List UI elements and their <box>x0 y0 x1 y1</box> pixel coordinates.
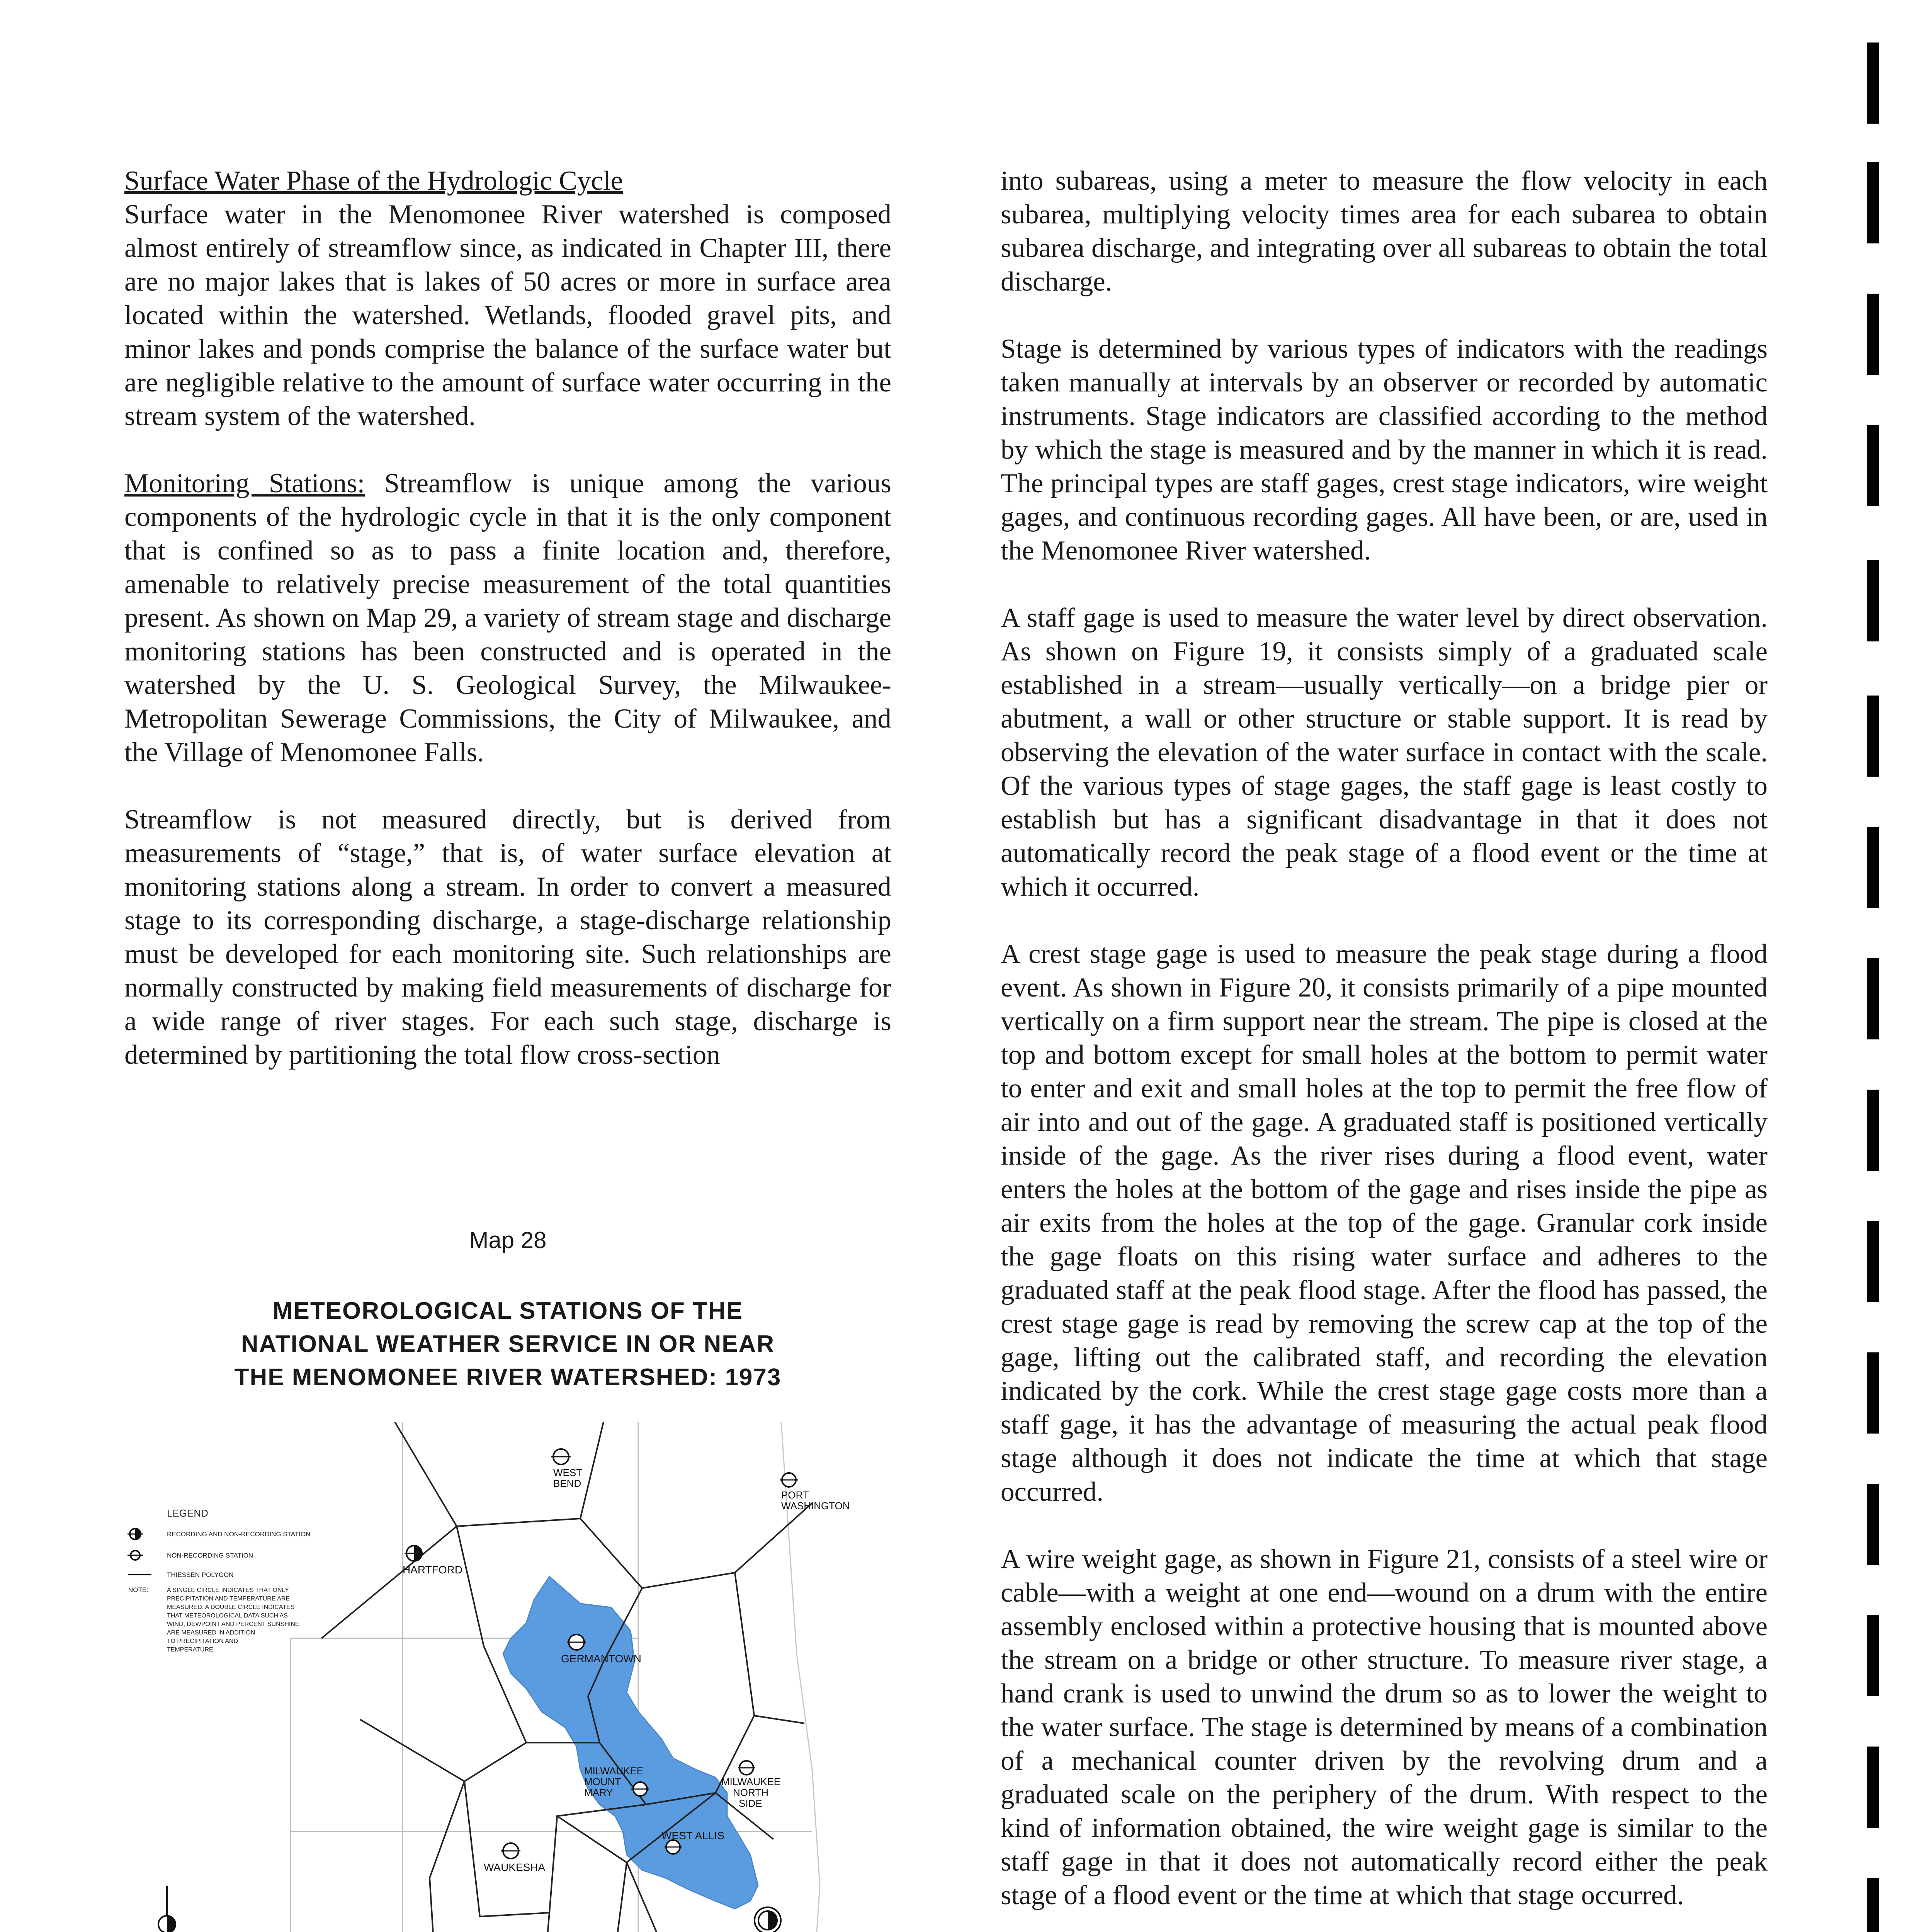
map-title-line: THE MENOMONEE RIVER WATERSHED: 1973 <box>234 1364 782 1391</box>
legend-note-line: TO PRECIPITATION AND <box>167 1638 238 1645</box>
station-label: BEND <box>553 1478 581 1489</box>
legend-item-thiessen: THIESSEN POLYGON <box>167 1571 234 1578</box>
binder-mark <box>1867 1352 1879 1434</box>
station-label: WEST <box>553 1467 583 1478</box>
binder-mark <box>1867 560 1879 641</box>
binder-mark <box>1867 1221 1879 1302</box>
legend-note-line: THAT METEOROLOGICAL DATA SUCH AS <box>167 1612 288 1619</box>
right-column <box>1001 164 1768 1932</box>
binder-mark <box>1867 1090 1879 1171</box>
binder-mark <box>1867 162 1879 243</box>
legend-item-recording: RECORDING AND NON-RECORDING STATION <box>167 1531 311 1538</box>
section-heading: Surface Water Phase of the Hydrologic Cycle <box>124 166 623 196</box>
legend-note-line: MEASURED. A DOUBLE CIRCLE INDICATES <box>167 1604 295 1611</box>
left-column <box>124 164 891 1105</box>
map-label: Map 28 <box>469 1227 547 1253</box>
station-label: MOUNT <box>584 1776 621 1787</box>
map-title-line: METEOROLOGICAL STATIONS OF THE <box>272 1298 743 1324</box>
station-west-bend <box>551 1449 582 1489</box>
map-svg <box>124 1422 870 1932</box>
station-label: SIDE <box>739 1798 762 1809</box>
paragraph: A crest stage gage is used to measure the peak stage during a flood event. As shown in Figure 20, it consists primarily of a pipe mounted vertically on a firm support near the stream. The pipe is closed at the top and bottom except for small holes at the bottom to permit water to enter and exit and small holes at the top to permit the free flow of air into and out of the gage. A graduated staff is positioned vertically inside of the gage. As the river rises during a flood event, water enters the holes at the bottom of the gage and rises inside the pipe as air exits from the holes at the top of the gage. Granular cork inside the gage floats on this rising water surface and adheres to the graduated staff at the peak flood stage. After the flood has passed, the crest stage gage is read by removing the screw cap at the top of the gage, lifting out the calibrated staff, and recording the elevation indicated by the cork. While the crest stage gage costs more than a staff gage, it has the advantage of measuring the actual peak flood stage although it does not indicate the time at which that stage occurred. <box>1001 939 1768 1507</box>
binder-mark <box>1867 958 1879 1039</box>
binder-mark <box>1867 1878 1879 1932</box>
legend-note-line: WIND, DEWPOINT AND PERCENT SUNSHINE <box>167 1621 299 1628</box>
map-title-block <box>124 1225 891 1394</box>
station-label: MILWAUKEE <box>721 1776 781 1787</box>
binder-mark <box>1867 827 1879 908</box>
map-figure <box>124 1422 870 1932</box>
legend-note-line: A SINGLE CIRCLE INDICATES THAT ONLY <box>167 1587 289 1594</box>
paragraph-surface-water <box>124 164 891 433</box>
station-milwaukee-airport <box>743 1907 802 1932</box>
paragraph-streamflow: Streamflow is not measured directly, but is derived from measurements of “stage,” that is, of water surface elevation at monitoring stations along a stream. In order to convert a measured stage to its corresponding discharge, a stage-discharge relationship must be developed for each monitoring site. Such relationships are normally constructed by making field measurements of discharge for a wide range of river stages. For each such stage, discharge is determined by partitioning the total flow cross-section <box>124 804 891 1070</box>
station-label: GERMANTOWN <box>561 1653 641 1665</box>
map-title <box>124 1294 891 1394</box>
station-label: WEST ALLIS <box>661 1830 724 1842</box>
map-title-line: NATIONAL WEATHER SERVICE IN OR NEAR <box>241 1331 775 1357</box>
station-port-washington <box>780 1473 850 1512</box>
station-waukesha <box>484 1843 546 1873</box>
station-label: MILWAUKEE <box>584 1765 644 1777</box>
non-recording-station-symbol <box>127 1551 143 1560</box>
paragraph-text: Streamflow is unique among the various components of the hydrologic cycle in that it is the only component that is confined so as to pass a finite location and, therefore, amenable to relatively precise measurement of the total quantities present. As shown on Map 29, a variety of stream stage and discharge monitoring stations has been constructed and is operated in the watershed by the U. S. Geological Survey, the Milwaukee-Metropolitan Sewerage Commissions, the City of Milwaukee, and the Village of Menomonee Falls. <box>124 468 891 767</box>
recording-station-symbol <box>127 1529 143 1539</box>
station-label: WAUKESHA <box>484 1861 546 1873</box>
inline-heading: Monitoring Stations: <box>124 468 365 498</box>
paragraph-monitoring-stations <box>124 467 891 769</box>
legend-title: LEGEND <box>167 1507 208 1519</box>
station-hartford <box>403 1546 462 1576</box>
legend-note-line: ARE MEASURED IN ADDITION <box>167 1629 255 1636</box>
paragraph: Stage is determined by various types of indicators with the readings taken manually at intervals by an observer or recorded by automatic instruments. Stage indicators are classified according to the method by which the stage is measured and by the manner in which it is read. The principal types are staff gages, crest stage indicators, wire weight gages, and continuous recording gages. All have been, or are, used in the Menomonee River watershed. <box>1001 334 1768 566</box>
station-label: MARY <box>584 1787 613 1798</box>
map-legend <box>127 1507 311 1653</box>
binder-mark <box>1867 425 1879 506</box>
binder-mark <box>1867 1615 1879 1696</box>
binder-mark <box>1867 696 1879 777</box>
station-label: NORTH <box>733 1787 768 1798</box>
legend-note-line: TEMPERATURE. <box>167 1646 215 1653</box>
binder-mark <box>1867 294 1879 375</box>
binder-mark <box>1867 1747 1879 1828</box>
binder-mark <box>1867 43 1879 124</box>
legend-note-label: NOTE: <box>128 1586 148 1594</box>
station-label: WASHINGTON <box>781 1500 850 1512</box>
legend-item-non-recording: NON-RECORDING STATION <box>167 1552 253 1559</box>
north-arrow-icon <box>158 1886 175 1932</box>
paragraph: A wire weight gage, as shown in Figure 21, consists of a steel wire or cable—with a weight at one end—wound on a drum with the entire assembly enclosed within a protective housing that is mounted above the stream on a bridge or other structure. To measure river stage, a hand crank is used to unwind the drum so as to lower the weight to the water surface. The stage is determined by means of a combination of a mechanical counter driven by the revolving drum and a graduated scale on the periphery of the drum. With respect to the kind of information obtained, the wire weight gage is similar to the staff gage in that it does not automatically record either the peak stage of a flood event or the time at which that stage occurred. <box>1001 1544 1768 1910</box>
paragraph-text: Surface water in the Menomonee River watershed is composed almost entirely of streamflow since, as indicated in Chapter III, there are no major lakes that is lakes of 50 acres or more in surface area located within the watershed. Wetlands, flooded gravel pits, and minor lakes and ponds comprise the balance of the surface water but are negligible relative to the amount of surface water occurring in the stream system of the watershed. <box>124 199 891 431</box>
binder-mark <box>1867 1484 1879 1565</box>
station-milwaukee-north-side <box>721 1761 780 1809</box>
legend-note-line: PRECIPITATION AND TEMPERATURE ARE <box>167 1595 290 1602</box>
paragraph: A staff gage is used to measure the water level by direct observation. As shown on Figure 19, it consists simply of a graduated scale established in a stream—usually vertically—on a bridge pier or abutment, a wall or other structure or stable support. It is read by observing the elevation of the water surface in contact with the scale. Of the various types of stage gages, the staff gage is least costly to establish but has a significant disadvantage in that it does not automatically record the peak stage of a flood event or the time at which it occurred. <box>1001 603 1768 902</box>
station-label: HARTFORD <box>403 1564 463 1576</box>
paragraph: into subareas, using a meter to measure the flow velocity in each subarea, multiplying velocity times area for each subarea to obtain subarea discharge, and integrating over all subareas to obtain the total discharge. <box>1001 166 1768 297</box>
station-label: PORT <box>781 1489 809 1501</box>
